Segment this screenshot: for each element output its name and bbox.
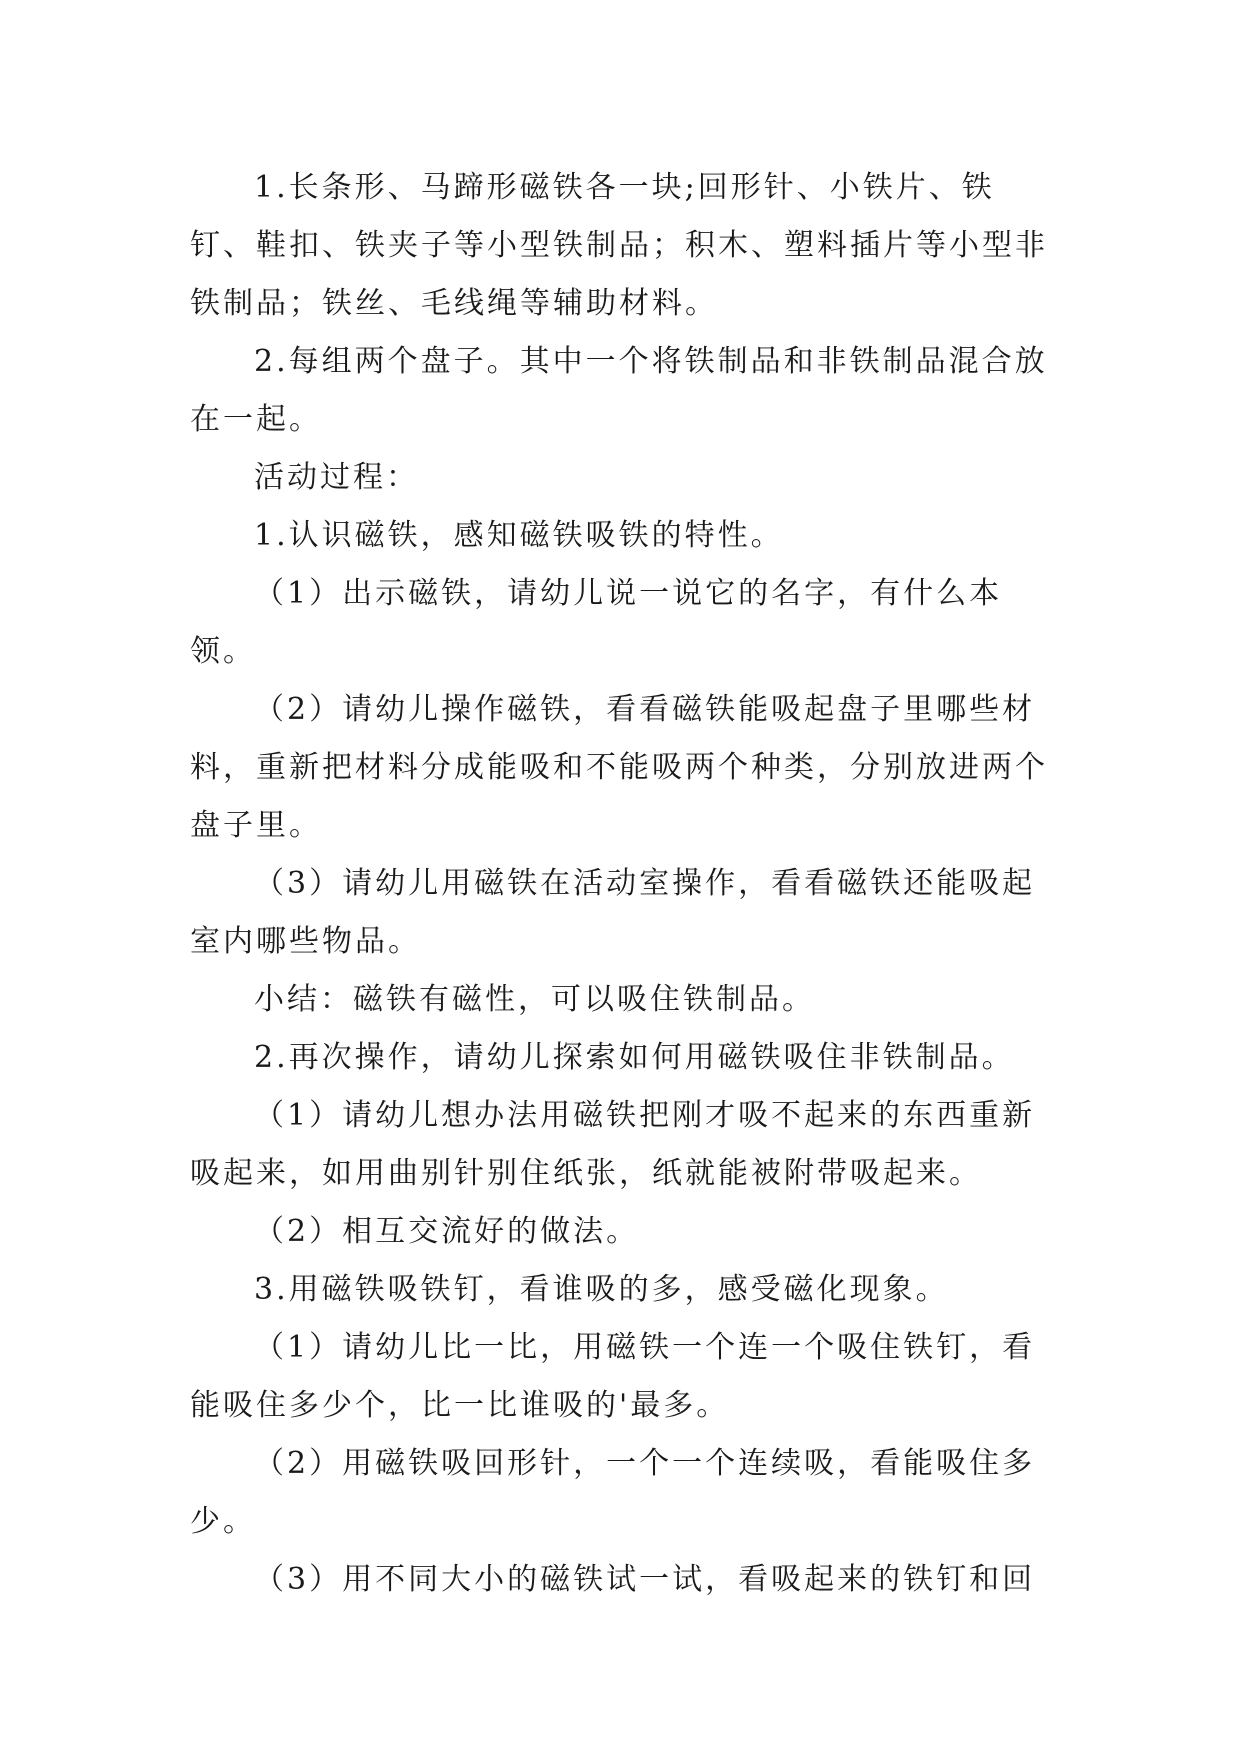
paragraph-step-3-sub-2: （2）用磁铁吸回形针，一个一个连续吸，看能吸住多少。: [190, 1446, 1036, 1539]
paragraph-summary: 小结：磁铁有磁性，可以吸住铁制品。: [254, 982, 815, 1017]
paragraph-step-3: 3.用磁铁吸铁钉，看谁吸的多，感受磁化现象。: [254, 1272, 949, 1307]
paragraph-step-1-sub-3: （3）请幼儿用磁铁在活动室操作，看看磁铁还能吸起室内哪些物品。: [190, 866, 1036, 959]
paragraph-step-1: 1.认识磁铁，感知磁铁吸铁的特性。: [254, 518, 784, 553]
paragraph-step-1-sub-2: （2）请幼儿操作磁铁，看看磁铁能吸起盘子里哪些材料，重新把材料分成能吸和不能吸两个种类，分别放进两个盘子里。: [190, 692, 1048, 843]
paragraph-process-heading: 活动过程：: [254, 460, 419, 495]
paragraph-materials-1: 1.长条形、马蹄形磁铁各一块;回形针、小铁片、铁钉、鞋扣、铁夹子等小型铁制品；积木、塑料插片等小型非铁制品；铁丝、毛线绳等辅助材料。: [190, 170, 1048, 321]
paragraph-step-2-sub-1: （1）请幼儿想办法用磁铁把刚才吸不起来的东西重新吸起来，如用曲别针别住纸张，纸就能被附带吸起来。: [190, 1098, 1036, 1191]
paragraph-step-2-sub-2: （2）相互交流好的做法。: [254, 1214, 640, 1249]
paragraph-materials-2: 2.每组两个盘子。其中一个将铁制品和非铁制品混合放在一起。: [190, 344, 1048, 437]
paragraph-step-1-sub-1: （1）出示磁铁，请幼儿说一说它的名字，有什么本领。: [190, 576, 1003, 669]
paragraph-step-2: 2.再次操作，请幼儿探索如何用磁铁吸住非铁制品。: [254, 1040, 1015, 1075]
document-body: [190, 159, 1050, 1609]
paragraph-step-3-sub-1: （1）请幼儿比一比，用磁铁一个连一个吸住铁钉，看能吸住多少个，比一比谁吸的'最多。: [190, 1330, 1036, 1423]
paragraph-step-3-sub-3: （3）用不同大小的磁铁试一试，看吸起来的铁钉和回: [254, 1562, 1036, 1597]
